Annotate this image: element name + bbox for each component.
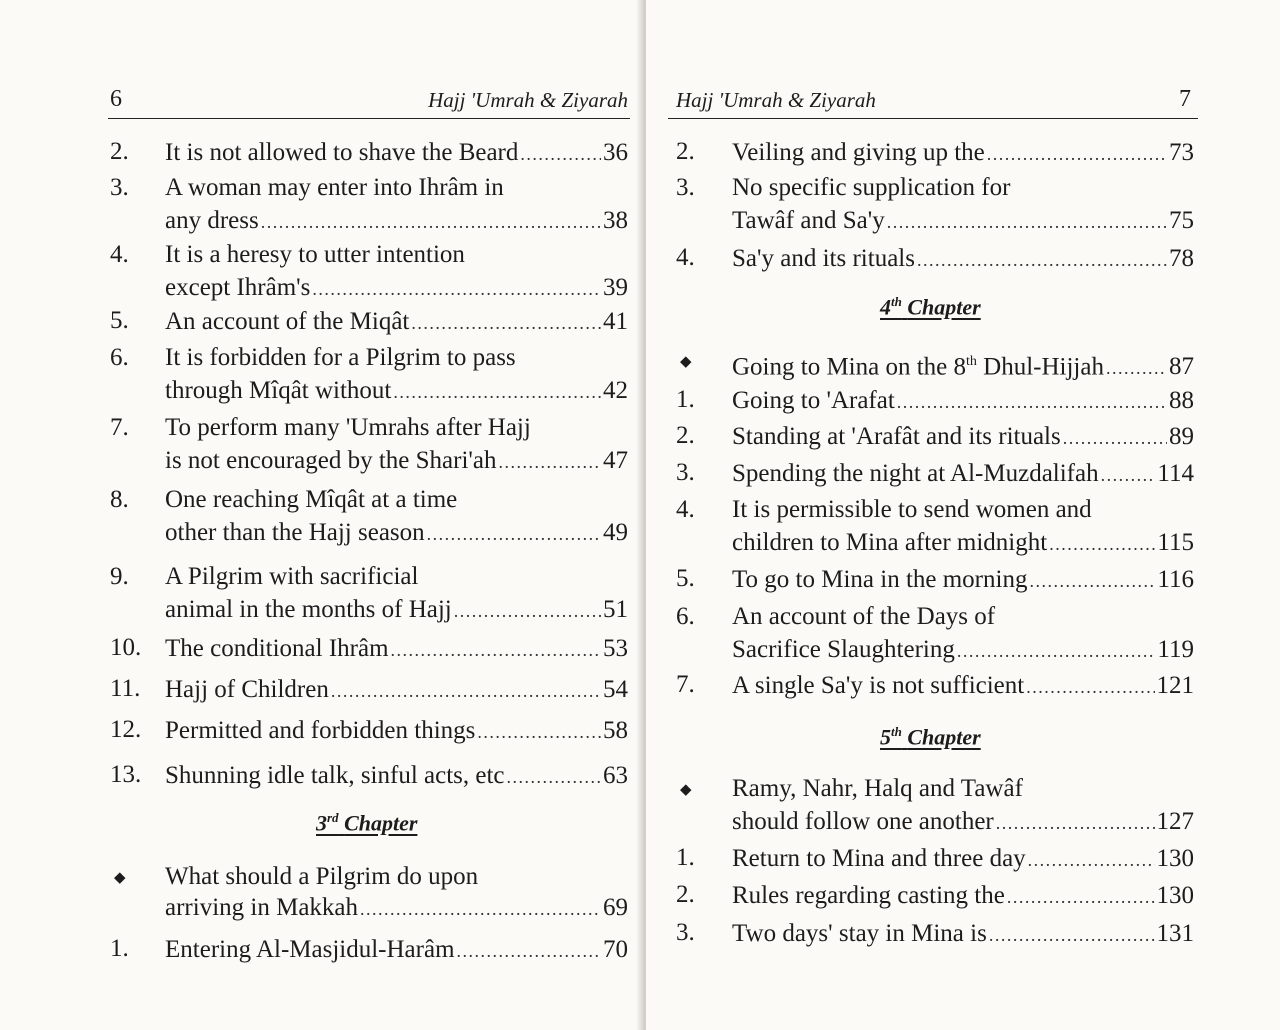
- toc-page-number: 51: [603, 596, 628, 623]
- toc-entry-title-line: children to Mina after midnight: [732, 529, 1048, 556]
- toc-page-number: 88: [1169, 387, 1194, 414]
- chapter-5-word: Chapter: [907, 724, 981, 750]
- chapter-4-suffix: th: [891, 294, 902, 309]
- toc-entry-title-line: Tawâf and Sa'y: [732, 207, 885, 234]
- toc-entry-title-line: Two days' stay in Mina is: [732, 920, 987, 947]
- toc-page-number: 58: [603, 717, 628, 744]
- toc-entry-title-line: Rules regarding casting the: [732, 882, 1005, 909]
- toc-entry-title-line: Ramy, Nahr, Halq and Tawâf: [732, 775, 1023, 802]
- right-page-number: 7: [1179, 86, 1191, 112]
- toc-entry-title-line: It is a heresy to utter intention: [165, 241, 465, 268]
- toc-entry-number: 7.: [676, 671, 695, 698]
- toc-entry-title-line: Spending the night at Al-Muzdalifah: [732, 460, 1099, 487]
- dot-leader: [957, 636, 1156, 667]
- toc-entry-title-line: other than the Hajj season: [165, 519, 425, 546]
- toc-entry-number: 6.: [110, 344, 129, 371]
- toc-entry-title-line: except Ihrâm's: [165, 274, 311, 301]
- toc-entry-number: 1.: [676, 386, 695, 413]
- toc-page-number: 130: [1156, 845, 1194, 872]
- dot-leader: [411, 308, 601, 339]
- toc-entry-title-line: It is not allowed to shave the Beard: [165, 139, 519, 166]
- dot-leader: [1007, 882, 1155, 913]
- chapter-3-suffix: rd: [327, 810, 339, 825]
- dot-leader: [520, 139, 601, 170]
- toc-entry-number: 4.: [676, 496, 695, 523]
- dot-leader: [312, 274, 601, 305]
- toc-entry-title-line: arriving in Makkah: [165, 894, 359, 921]
- toc-page-number: 54: [603, 676, 628, 703]
- chapter-3-ordinal: 3: [316, 810, 327, 836]
- toc-page-number: 36: [603, 139, 628, 166]
- dot-leader: [1049, 529, 1155, 560]
- dot-leader: [996, 808, 1155, 839]
- dot-leader: [360, 894, 601, 925]
- toc-bullet-icon: ◆: [680, 780, 692, 798]
- chapter-3-word: Chapter: [344, 810, 418, 836]
- toc-page-number: 75: [1169, 207, 1194, 234]
- toc-entry-number: 2.: [676, 138, 695, 165]
- chapter-5-heading: [880, 724, 981, 750]
- toc-entry-title-line: It is permissible to send women and: [732, 496, 1092, 523]
- toc-page-number: 119: [1157, 636, 1194, 663]
- dot-leader: [1026, 672, 1154, 703]
- toc-entry-number: 4.: [676, 244, 695, 271]
- toc-page-number: 131: [1156, 920, 1194, 947]
- dot-leader: [261, 207, 601, 238]
- dot-leader: [391, 635, 601, 666]
- toc-page-number: 115: [1157, 529, 1194, 556]
- toc-entry-title-line: Sa'y and its rituals: [732, 245, 915, 272]
- toc-page-number: 78: [1169, 245, 1194, 272]
- toc-entry-title-line: A single Sa'y is not sufficient: [732, 672, 1025, 699]
- toc-entry-number: 6.: [676, 603, 695, 630]
- toc-entry-title-line: The conditional Ihrâm: [165, 635, 389, 662]
- toc-page-number: 73: [1169, 139, 1194, 166]
- toc-entry-number: 1.: [676, 844, 695, 871]
- dot-leader: [331, 676, 601, 707]
- toc-bullet-icon: ◆: [114, 868, 126, 886]
- toc-entry-number: 5.: [110, 307, 129, 334]
- chapter-5-ordinal: 5: [880, 724, 891, 750]
- toc-page-number: 63: [603, 762, 628, 789]
- toc-entry-title-line: through Mîqât without: [165, 377, 392, 404]
- toc-entry-number: 11.: [110, 675, 141, 702]
- toc-entry-title-line: Going to Mina on the 8th Dhul-Hijjah: [732, 353, 1104, 381]
- toc-entry-number: 3.: [676, 459, 695, 486]
- toc-entry-title-line: It is forbidden for a Pilgrim to pass: [165, 344, 516, 371]
- toc-entry-title-line: Going to 'Arafat: [732, 387, 895, 414]
- toc-entry-title-line: Sacrifice Slaughtering: [732, 636, 955, 663]
- toc-entry-number: 10.: [110, 634, 142, 661]
- toc-entry-title-line: Standing at 'Arafât and its rituals: [732, 423, 1061, 450]
- toc-entry-title-line: Return to Mina and three day: [732, 845, 1026, 872]
- toc-entry-title-line: What should a Pilgrim do upon: [165, 863, 479, 890]
- left-header: [0, 86, 642, 116]
- toc-entry-number: 13.: [110, 761, 142, 788]
- toc-entry-title-line: An account of the Miqât: [165, 308, 410, 335]
- dot-leader: [987, 139, 1167, 170]
- toc-page-number: 39: [603, 274, 628, 301]
- toc-entry-title-line: Shunning idle talk, sinful acts, etc: [165, 762, 505, 789]
- toc-page-number: 47: [603, 447, 628, 474]
- toc-entry-number: 3.: [676, 919, 695, 946]
- dot-leader: [1101, 460, 1156, 491]
- toc-page-number: 38: [603, 207, 628, 234]
- toc-entry-title-line: animal in the months of Hajj: [165, 596, 452, 623]
- toc-page-number: 53: [603, 635, 628, 662]
- toc-entry-title-line: Hajj of Children: [165, 676, 329, 703]
- toc-entry-title-line: No specific supplication for: [732, 174, 1011, 201]
- toc-entry-title-line: One reaching Mîqât at a time: [165, 486, 458, 513]
- dot-leader: [1028, 845, 1155, 876]
- toc-entry-number: 2.: [676, 422, 695, 449]
- toc-page-number: 121: [1156, 672, 1194, 699]
- left-book-title: Hajj 'Umrah & Ziyarah: [428, 88, 628, 112]
- toc-entry-number: 3.: [676, 174, 695, 201]
- dot-leader: [989, 920, 1155, 951]
- toc-page-number: 49: [603, 519, 628, 546]
- toc-entry-number: 9.: [110, 563, 129, 590]
- toc-entry-number: 2.: [676, 881, 695, 908]
- toc-entry-title-line: Veiling and giving up the: [732, 139, 985, 166]
- toc-entry-number: 4.: [110, 241, 129, 268]
- chapter-3-heading: [316, 810, 417, 836]
- chapter-4-word: Chapter: [907, 294, 981, 320]
- toc-page-number: 116: [1157, 566, 1194, 593]
- toc-page-number: 127: [1156, 808, 1194, 835]
- toc-entry-number: 5.: [676, 565, 695, 592]
- toc-entry-title-line: To perform many 'Umrahs after Hajj: [165, 414, 531, 441]
- left-header-rule: [108, 118, 630, 119]
- toc-page-number: 130: [1156, 882, 1194, 909]
- right-book-title: Hajj 'Umrah & Ziyarah: [676, 88, 876, 112]
- dot-leader: [1029, 566, 1155, 597]
- dot-leader: [507, 762, 601, 793]
- toc-entry-title-line: To go to Mina in the morning: [732, 566, 1028, 593]
- dot-leader: [457, 936, 601, 967]
- toc-entry-title-line: is not encouraged by the Shari'ah: [165, 447, 497, 474]
- toc-entry-number: 12.: [110, 716, 142, 743]
- toc-entry-title-line: A woman may enter into Ihrâm in: [165, 174, 504, 201]
- dot-leader: [454, 596, 601, 627]
- toc-entry-number: 3.: [110, 174, 129, 201]
- dot-leader: [393, 377, 601, 408]
- toc-entry-title-line: Permitted and forbidden things: [165, 717, 476, 744]
- toc-page-number: 42: [603, 377, 628, 404]
- toc-entry-number: 7.: [110, 414, 129, 441]
- toc-entry-title-line: should follow one another: [732, 808, 994, 835]
- dot-leader: [1063, 423, 1167, 454]
- dot-leader: [1106, 353, 1167, 384]
- toc-entry-title-line: Entering Al-Masjidul-Harâm: [165, 936, 455, 963]
- right-page: [646, 0, 1280, 1030]
- toc-entry-number: 1.: [110, 935, 129, 962]
- toc-entry-title-line: any dress: [165, 207, 259, 234]
- dot-leader: [887, 207, 1167, 238]
- toc-page-number: 69: [603, 894, 628, 921]
- toc-page-number: 89: [1169, 423, 1194, 450]
- toc-page-number: 114: [1157, 460, 1194, 487]
- chapter-4-heading: [880, 294, 981, 320]
- dot-leader: [477, 717, 601, 748]
- dot-leader: [897, 387, 1167, 418]
- dot-leader: [499, 447, 602, 478]
- toc-entry-number: 2.: [110, 138, 129, 165]
- chapter-4-ordinal: 4: [880, 294, 891, 320]
- toc-entry-number: 8.: [110, 486, 129, 513]
- toc-page-number: 70: [603, 936, 628, 963]
- toc-bullet-icon: ◆: [680, 352, 692, 370]
- toc-entry-title-line: A Pilgrim with sacrificial: [165, 563, 419, 590]
- dot-leader: [427, 519, 601, 550]
- right-header-rule: [668, 118, 1198, 119]
- toc-entry-title-line: An account of the Days of: [732, 603, 996, 630]
- toc-page-number: 41: [603, 308, 628, 335]
- dot-leader: [917, 245, 1167, 276]
- toc-page-number: 87: [1169, 353, 1194, 381]
- right-header: [646, 86, 1280, 116]
- left-page-number: 6: [110, 86, 122, 112]
- chapter-5-suffix: th: [891, 724, 902, 739]
